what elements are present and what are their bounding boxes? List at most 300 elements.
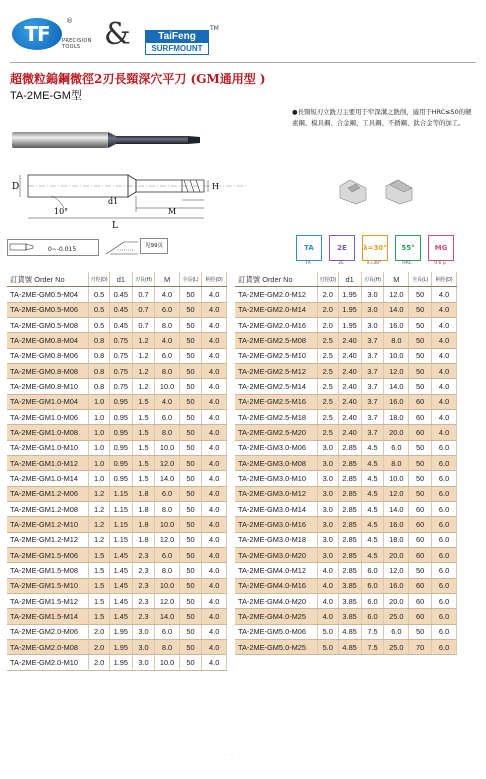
tf-logo-subtitle: PRECISION TOOLS <box>62 38 92 50</box>
spec-cell: 16.0 <box>384 578 409 593</box>
table-row <box>7 624 227 639</box>
table-row <box>7 532 227 547</box>
order-number-cell: TA-2ME-GM1.5-M06 <box>7 547 89 562</box>
spec-cell: 4.0 <box>202 547 227 562</box>
spec-cell: 50 <box>179 471 202 486</box>
spec-cell: 4.0 <box>432 409 457 424</box>
page-footer: · · · · <box>224 752 250 758</box>
spec-cell: 3.7 <box>361 363 384 378</box>
spec-cell: 1.45 <box>110 609 133 624</box>
table-row <box>7 501 227 516</box>
spec-cell: 1.95 <box>110 639 133 654</box>
order-number-cell: TA-2ME-GM0.8-M04 <box>7 333 89 348</box>
spec-cell: 1.2 <box>89 501 110 516</box>
spec-cell: 3.0 <box>361 287 384 302</box>
column-header: 刃長(H) <box>132 272 155 287</box>
spec-cell: 60 <box>409 501 432 516</box>
spec-cell: 3.7 <box>361 394 384 409</box>
feature-tag-caption: HRC <box>402 261 412 266</box>
spec-cell: 1.95 <box>110 624 133 639</box>
spec-cell: 18.0 <box>384 532 409 547</box>
spec-cell: 0.8 <box>89 363 110 378</box>
spec-cell: 6.0 <box>384 440 409 455</box>
spec-cell: 1.5 <box>89 547 110 562</box>
spec-cell: 1.5 <box>89 593 110 608</box>
spec-cell: 1.15 <box>110 532 133 547</box>
column-header: M <box>384 272 409 287</box>
spec-cell: 1.0 <box>89 409 110 424</box>
spec-cell: 0.8 <box>89 333 110 348</box>
spec-cell: 3.7 <box>361 333 384 348</box>
spec-cell: 1.2 <box>89 486 110 501</box>
table-row <box>235 639 457 654</box>
spec-cell: 1.95 <box>110 655 133 670</box>
spec-cell: 0.45 <box>110 287 133 302</box>
spec-cell: 6.0 <box>361 609 384 624</box>
spec-cell: 2.0 <box>317 317 338 332</box>
spec-cell: 1.45 <box>110 593 133 608</box>
spec-cell: 25.0 <box>384 609 409 624</box>
feature-tag: TA <box>296 235 322 261</box>
order-number-cell: TA-2ME-GM3.0-M06 <box>235 440 317 455</box>
spec-cell: 2.3 <box>132 593 155 608</box>
table-row <box>7 655 227 670</box>
order-number-cell: TA-2ME-GM3.0-M18 <box>235 532 317 547</box>
spec-cell: 3.7 <box>361 425 384 440</box>
spec-cell: 2.5 <box>317 379 338 394</box>
order-number-cell: TA-2ME-GM0.5-M04 <box>7 287 89 302</box>
table-row <box>7 578 227 593</box>
spec-cell: 4.0 <box>202 333 227 348</box>
spec-cell: 0.75 <box>110 363 133 378</box>
spec-cell: 10.0 <box>384 348 409 363</box>
spec-cell: 14.0 <box>384 379 409 394</box>
table-row <box>235 317 457 332</box>
spec-cell: 5.0 <box>317 624 338 639</box>
spec-cell: 2.5 <box>317 425 338 440</box>
slot-workpiece-icon <box>336 176 372 206</box>
order-number-cell: TA-2ME-GM2.0-M06 <box>7 624 89 639</box>
table-row <box>7 394 227 409</box>
spec-cell: 60 <box>409 547 432 562</box>
table-row <box>235 486 457 501</box>
order-number-cell: TA-2ME-GM0.5-M08 <box>7 317 89 332</box>
spec-cell: 60 <box>409 593 432 608</box>
spec-cell: 12.0 <box>384 287 409 302</box>
spec-cell: 1.0 <box>89 394 110 409</box>
spec-cell: 2.5 <box>317 394 338 409</box>
spec-cell: 4.0 <box>202 440 227 455</box>
spec-cell: 12.0 <box>155 455 179 470</box>
spec-cell: 2.40 <box>338 409 361 424</box>
spec-cell: 60 <box>409 425 432 440</box>
spec-cell: 4.0 <box>202 302 227 317</box>
spec-cell: 14.0 <box>155 609 179 624</box>
spec-cell: 50 <box>179 639 202 654</box>
taifeng-logo <box>145 30 209 55</box>
spec-cell: 50 <box>179 333 202 348</box>
spec-cell: 4.0 <box>202 517 227 532</box>
order-number-cell: TA-2ME-GM5.0-M06 <box>235 624 317 639</box>
tolerance-icon <box>9 241 39 253</box>
spec-cell: 0.7 <box>132 317 155 332</box>
table-row <box>235 363 457 378</box>
spec-cell: 2.5 <box>317 333 338 348</box>
table-row <box>7 409 227 424</box>
table-row <box>7 563 227 578</box>
table-row <box>235 302 457 317</box>
spec-cell: 3.85 <box>338 593 361 608</box>
spec-cell: 50 <box>409 471 432 486</box>
table-row <box>235 440 457 455</box>
order-number-cell: TA-2ME-GM3.0-M16 <box>235 517 317 532</box>
spec-cell: 1.5 <box>132 425 155 440</box>
spec-cell: 1.15 <box>110 501 133 516</box>
column-header: 刃徑(D) <box>89 272 110 287</box>
spec-cell: 6.0 <box>432 501 457 516</box>
spec-cell: 50 <box>409 287 432 302</box>
spec-cell: 2.40 <box>338 394 361 409</box>
spec-cell: 6.0 <box>361 578 384 593</box>
spec-cell: 1.5 <box>132 440 155 455</box>
spec-cell: 50 <box>179 532 202 547</box>
order-number-cell: TA-2ME-GM1.0-M14 <box>7 471 89 486</box>
order-number-cell: TA-2ME-GM1.5-M10 <box>7 578 89 593</box>
spec-cell: 60 <box>409 609 432 624</box>
spec-cell: 50 <box>409 317 432 332</box>
table-row <box>7 333 227 348</box>
spec-cell: 1.0 <box>89 455 110 470</box>
spec-cell: 4.0 <box>432 363 457 378</box>
spec-cell: 3.0 <box>132 655 155 670</box>
table-row <box>235 563 457 578</box>
order-number-cell: TA-2ME-GM3.0-M12 <box>235 486 317 501</box>
spec-cell: 8.0 <box>384 455 409 470</box>
spec-cell: 1.5 <box>89 563 110 578</box>
spec-cell: 2.40 <box>338 363 361 378</box>
spec-cell: 4.0 <box>202 563 227 578</box>
feature-tag-caption: λ=30° <box>366 261 382 266</box>
spec-cell: 4.0 <box>432 302 457 317</box>
spec-cell: 50 <box>179 409 202 424</box>
order-number-cell: TA-2ME-GM2.5-M16 <box>235 394 317 409</box>
table-row <box>7 317 227 332</box>
order-number-cell: TA-2ME-GM1.0-M04 <box>7 394 89 409</box>
spec-cell: 3.0 <box>361 302 384 317</box>
spec-cell: 1.15 <box>110 486 133 501</box>
spec-cell: 6.0 <box>432 532 457 547</box>
spec-cell: 50 <box>409 624 432 639</box>
spec-cell: 4.0 <box>202 624 227 639</box>
spec-cell: 1.2 <box>132 379 155 394</box>
spec-cell: 10.0 <box>384 471 409 486</box>
spec-cell: 4.0 <box>202 578 227 593</box>
spec-cell: 2.5 <box>317 363 338 378</box>
spec-cell: 4.0 <box>202 409 227 424</box>
spec-cell: 60 <box>409 394 432 409</box>
spec-cell: 0.5 <box>89 287 110 302</box>
spec-cell: 10.0 <box>155 517 179 532</box>
spec-cell: 8.0 <box>155 639 179 654</box>
spec-cell: 2.5 <box>317 348 338 363</box>
spec-cell: 50 <box>409 379 432 394</box>
spec-cell: 2.0 <box>89 624 110 639</box>
spec-cell: 1.8 <box>132 532 155 547</box>
order-number-cell: TA-2ME-GM3.0-M20 <box>235 547 317 562</box>
spec-cell: 3.7 <box>361 348 384 363</box>
spec-cell: 6.0 <box>432 578 457 593</box>
spec-cell: 50 <box>179 287 202 302</box>
product-description: ●長頸短刃立銑刀主要用于窄深溝之銑削，適用于HRC≤50的硬素鋼、模具鋼、合金鋼、工具鋼、不銹鋼、鈦合金等的加工。 <box>292 108 472 127</box>
spec-cell: 60 <box>409 517 432 532</box>
feature-tag: 55° <box>395 235 421 261</box>
order-number-cell: TA-2ME-GM4.0-M12 <box>235 563 317 578</box>
order-number-cell: TA-2ME-GM2.0-M12 <box>235 287 317 302</box>
spec-cell: 4.5 <box>361 501 384 516</box>
spec-cell: 50 <box>409 563 432 578</box>
spec-cell: 3.85 <box>338 578 361 593</box>
spec-cell: 4.0 <box>432 333 457 348</box>
order-number-cell: TA-2ME-GM1.0-M06 <box>7 409 89 424</box>
spec-cell: 6.0 <box>432 455 457 470</box>
spec-cell: 0.95 <box>110 394 133 409</box>
table-row <box>235 333 457 348</box>
spec-cell: 2.85 <box>338 547 361 562</box>
order-number-cell: TA-2ME-GM0.5-M06 <box>7 302 89 317</box>
spec-cell: 3.0 <box>317 440 338 455</box>
table-row <box>7 425 227 440</box>
spec-cell: 2.85 <box>338 455 361 470</box>
spec-cell: 6.0 <box>155 409 179 424</box>
angle-label: 10° <box>54 207 69 216</box>
order-number-cell: TA-2ME-GM1.2-M12 <box>7 532 89 547</box>
spec-cell: 2.0 <box>317 287 338 302</box>
spec-cell: 2.3 <box>132 578 155 593</box>
page-reference: 见99页 <box>140 238 168 254</box>
spec-cell: 50 <box>179 547 202 562</box>
spec-cell: 4.85 <box>338 624 361 639</box>
table-row <box>235 624 457 639</box>
spec-cell: 2.0 <box>317 302 338 317</box>
spec-cell: 4.0 <box>317 593 338 608</box>
spec-cell: 4.0 <box>432 425 457 440</box>
table-row <box>235 609 457 624</box>
spec-cell: 2.40 <box>338 348 361 363</box>
spec-cell: 0.7 <box>132 287 155 302</box>
order-number-cell: TA-2ME-GM2.0-M16 <box>235 317 317 332</box>
spec-cell: 50 <box>179 563 202 578</box>
spec-cell: 12.0 <box>384 563 409 578</box>
spec-cell: 2.85 <box>338 563 361 578</box>
table-row <box>235 547 457 562</box>
spec-cell: 4.0 <box>155 333 179 348</box>
spec-cell: 50 <box>179 363 202 378</box>
spec-cell: 6.0 <box>432 563 457 578</box>
spec-cell: 4.5 <box>361 486 384 501</box>
spec-cell: 3.0 <box>317 517 338 532</box>
spec-cell: 6.0 <box>361 563 384 578</box>
spec-cell: 3.0 <box>317 471 338 486</box>
table-row <box>235 348 457 363</box>
spec-cell: 6.0 <box>155 348 179 363</box>
spec-cell: 2.5 <box>317 409 338 424</box>
order-number-cell: TA-2ME-GM3.0-M10 <box>235 471 317 486</box>
column-header: 全長(L) <box>409 272 432 287</box>
spec-cell: 0.8 <box>89 379 110 394</box>
spec-cell: 0.95 <box>110 455 133 470</box>
runout-icon <box>104 238 140 258</box>
spec-cell: 4.0 <box>202 394 227 409</box>
taifeng-logo-bottom: SURFMOUNT <box>151 44 203 53</box>
spec-cell: 1.0 <box>89 440 110 455</box>
spec-cell: 6.0 <box>155 302 179 317</box>
spec-cell: 2.85 <box>338 517 361 532</box>
spec-cell: 16.0 <box>384 317 409 332</box>
table-row <box>235 593 457 608</box>
spec-cell: 10.0 <box>155 440 179 455</box>
spec-cell: 1.2 <box>132 348 155 363</box>
spec-cell: 20.0 <box>384 547 409 562</box>
spec-cell: 14.0 <box>155 471 179 486</box>
spec-cell: 1.5 <box>89 609 110 624</box>
spec-cell: 2.40 <box>338 425 361 440</box>
spec-cell: 5.0 <box>317 639 338 654</box>
spec-cell: 2.0 <box>89 639 110 654</box>
spec-cell: 0.95 <box>110 409 133 424</box>
dim-L-label: L <box>112 221 118 231</box>
spec-cell: 4.0 <box>317 578 338 593</box>
dim-M-label: M <box>168 207 177 216</box>
spec-cell: 50 <box>179 655 202 670</box>
table-row <box>235 379 457 394</box>
order-number-cell: TA-2ME-GM1.2-M06 <box>7 486 89 501</box>
spec-cell: 1.95 <box>338 317 361 332</box>
table-row <box>7 593 227 608</box>
spec-cell: 4.0 <box>202 655 227 670</box>
spec-cell: 1.95 <box>338 302 361 317</box>
feature-tag-caption: 0.6 μ <box>434 261 446 266</box>
spec-cell: 6.0 <box>432 547 457 562</box>
table-row <box>235 394 457 409</box>
spec-cell: 0.95 <box>110 471 133 486</box>
table-row <box>7 363 227 378</box>
spec-cell: 4.0 <box>202 639 227 654</box>
spec-cell: 60 <box>409 532 432 547</box>
table-row <box>235 409 457 424</box>
table-row <box>7 348 227 363</box>
column-header: 訂貨號 Order No <box>235 272 317 287</box>
order-table-right <box>235 272 457 655</box>
spec-cell: 3.85 <box>338 609 361 624</box>
spec-cell: 60 <box>409 578 432 593</box>
column-header: d1 <box>338 272 361 287</box>
spec-cell: 1.15 <box>110 517 133 532</box>
spec-cell: 8.0 <box>155 501 179 516</box>
ampersand: & <box>104 17 131 52</box>
table-row <box>235 471 457 486</box>
spec-cell: 50 <box>179 578 202 593</box>
spec-cell: 3.0 <box>317 532 338 547</box>
spec-cell: 1.95 <box>338 287 361 302</box>
order-number-cell: TA-2ME-GM2.0-M10 <box>7 655 89 670</box>
spec-cell: 3.7 <box>361 409 384 424</box>
spec-cell: 0.75 <box>110 348 133 363</box>
spec-cell: 50 <box>179 593 202 608</box>
spec-cell: 16.0 <box>384 517 409 532</box>
taifeng-logo-top: TaiFeng <box>146 31 208 43</box>
spec-cell: 4.0 <box>202 379 227 394</box>
spec-cell: 1.5 <box>132 471 155 486</box>
spec-cell: 4.0 <box>202 455 227 470</box>
order-number-cell: TA-2ME-GM2.5-M14 <box>235 379 317 394</box>
spec-cell: 2.40 <box>338 379 361 394</box>
spec-cell: 1.2 <box>132 333 155 348</box>
spec-cell: 1.45 <box>110 563 133 578</box>
spec-cell: 2.85 <box>338 471 361 486</box>
table-row <box>235 517 457 532</box>
table-row <box>235 425 457 440</box>
spec-cell: 25.0 <box>384 639 409 654</box>
spec-cell: 3.0 <box>317 501 338 516</box>
spec-cell: 50 <box>179 379 202 394</box>
header-divider <box>10 62 476 63</box>
spec-cell: 50 <box>409 348 432 363</box>
spec-cell: 2.85 <box>338 440 361 455</box>
spec-cell: 3.0 <box>317 547 338 562</box>
spec-cell: 4.0 <box>202 593 227 608</box>
spec-cell: 50 <box>179 425 202 440</box>
spec-cell: 4.0 <box>432 287 457 302</box>
spec-cell: 50 <box>179 517 202 532</box>
table-row <box>235 532 457 547</box>
feature-tag: 2E <box>329 235 355 261</box>
spec-cell: 6.0 <box>432 486 457 501</box>
column-header: 柄徑(D) <box>432 272 457 287</box>
spec-cell: 4.0 <box>202 471 227 486</box>
table-row <box>7 379 227 394</box>
spec-cell: 8.0 <box>155 317 179 332</box>
spec-cell: 1.45 <box>110 547 133 562</box>
dim-d1-label: d1 <box>108 197 119 206</box>
feature-tag-caption: 2E <box>338 261 344 266</box>
spec-cell: 7.5 <box>361 639 384 654</box>
table-row <box>235 578 457 593</box>
spec-cell: 0.5 <box>89 317 110 332</box>
table-row <box>7 455 227 470</box>
spec-cell: 12.0 <box>384 363 409 378</box>
order-number-cell: TA-2ME-GM1.5-M08 <box>7 563 89 578</box>
order-number-cell: TA-2ME-GM2.5-M08 <box>235 333 317 348</box>
spec-cell: 0.8 <box>89 348 110 363</box>
table-row <box>7 287 227 302</box>
spec-cell: 6.0 <box>432 609 457 624</box>
spec-cell: 20.0 <box>384 593 409 608</box>
table-row <box>7 639 227 654</box>
order-number-cell: TA-2ME-GM1.2-M08 <box>7 501 89 516</box>
spec-cell: 1.8 <box>132 486 155 501</box>
spec-cell: 0.7 <box>132 302 155 317</box>
spec-cell: 1.5 <box>89 578 110 593</box>
spec-cell: 4.0 <box>432 394 457 409</box>
spec-cell: 70 <box>409 639 432 654</box>
spec-cell: 2.3 <box>132 547 155 562</box>
order-number-cell: TA-2ME-GM2.0-M14 <box>235 302 317 317</box>
spec-cell: 1.0 <box>89 425 110 440</box>
table-row <box>7 471 227 486</box>
spec-cell: 10.0 <box>155 379 179 394</box>
spec-cell: 1.5 <box>132 394 155 409</box>
spec-cell: 4.0 <box>317 609 338 624</box>
